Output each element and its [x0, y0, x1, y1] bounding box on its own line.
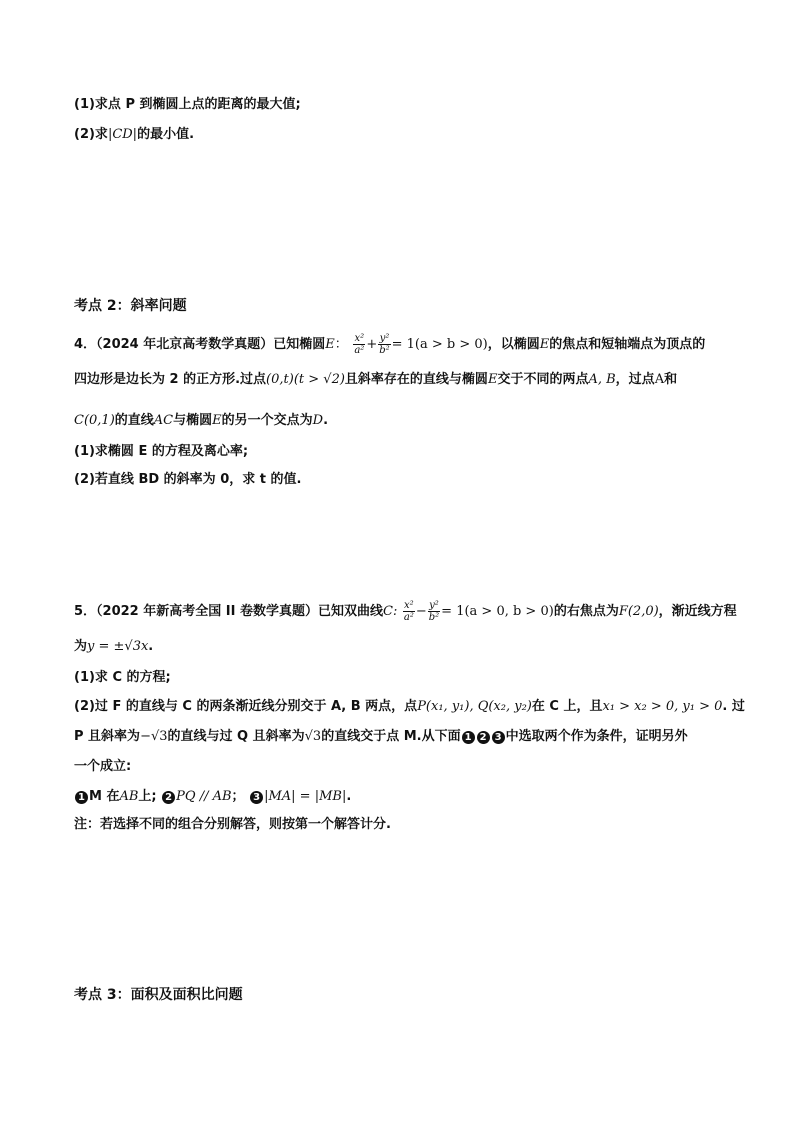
point-C: C(0,1) [74, 413, 115, 428]
p4-text: ，过点 [615, 372, 655, 387]
points-AB: A, B [588, 372, 616, 387]
option-1-math: AB [119, 789, 139, 804]
problem-4-source: （2024 年北京高考数学真题） [96, 337, 274, 352]
line-AC: AC [153, 413, 174, 428]
problem-5-source: （2022 年新高考全国 II 卷数学真题） [96, 604, 318, 619]
p4-text: 与椭圆 [173, 413, 213, 428]
point-A: A [654, 372, 665, 387]
p4-text: 和 [664, 372, 678, 387]
option-2-end: ； [231, 789, 245, 804]
prev-q2-math: |CD| [107, 127, 138, 142]
section-heading-kaodian3: 考点 3：面积及面积比问题 [74, 987, 243, 1003]
p5-text: (2)过 F 的直线与 C 的两条渐近线分别交于 A, B 两点，点 [74, 699, 418, 714]
p4-text: . [323, 413, 329, 428]
ellipse-rhs: = 1(a > b > 0) [391, 337, 488, 352]
circled-2-icon: 2 [162, 791, 175, 804]
hyperbola-frac-y: $\frac{\text{y²}}{\text{b²}}$ [428, 600, 440, 623]
p5-text: 的直线与过 Q 且斜率为 [167, 729, 305, 744]
p4-text: 且斜率存在的直线与椭圆 [344, 372, 488, 387]
problem-4-question-1: (1)求椭圆 E 的方程及离心率; [74, 444, 249, 459]
condition-t: (t > √2) [293, 372, 345, 387]
point-0t: (0,t) [266, 372, 294, 387]
option-3-end: . [346, 789, 352, 804]
option-1-text: M 在 [89, 789, 120, 804]
p4-text: 交于不同的两点 [497, 372, 589, 387]
prev-q2-pre: (2)求 [74, 127, 108, 142]
section-heading-kaodian2: 考点 2：斜率问题 [74, 298, 187, 314]
problem-5-question-2-line-2 [74, 727, 688, 747]
ellipse-name: E [325, 337, 335, 352]
circled-2-icon: 2 [477, 731, 490, 744]
p5-text: . 过 [722, 699, 745, 714]
point-D: D [312, 413, 324, 428]
circled-1-icon: 1 [75, 791, 88, 804]
prev-question-2 [74, 125, 194, 145]
p4-text: 的另一个交点为 [221, 413, 313, 428]
p5-text: . [148, 639, 154, 654]
p4-text: 四边形是边长为 2 的正方形.过点 [74, 372, 267, 387]
problem-5-number: 5． [74, 604, 97, 619]
problem-5-question-1: (1)求 C 的方程; [74, 670, 171, 685]
hyperbola-rhs: = 1(a > 0, b > 0) [441, 604, 554, 619]
prev-question-1: (1)求点 P 到椭圆上点的距离的最大值; [74, 97, 301, 112]
problem-5-line-1: 5．（2022 年新高考全国 II 卷数学真题）已知双曲线C: $\frac{\text{x²}}{\text{a²}}$ − $\frac{\text{y²}}{\text{b²}}$ = 1(a > 0, b > 0)的右焦点为F(2,0)，渐近线方程 [74, 600, 737, 623]
problem-4-line-3 [74, 411, 328, 431]
p5-text: 为 [74, 639, 88, 654]
ellipse-frac-y: $\frac{\text{y²}}{\text{b²}}$ [379, 333, 390, 356]
hyperbola-name: C: [383, 604, 398, 619]
p5-text: 已知双曲线 [317, 604, 383, 619]
asymptote-eq: y = ±√3x [87, 639, 149, 654]
ellipse-ref: E [487, 372, 498, 387]
p5-text: 的直线交于点 M.从下面 [321, 729, 461, 744]
p5-text: 中选取两个作为条件，证明另外 [505, 729, 688, 744]
prev-q2-post: 的最小值. [137, 127, 195, 142]
p5-text: 的右焦点为 [553, 604, 619, 619]
slope-sqrt3: √3 [304, 729, 322, 744]
problem-5-question-2-line-3: 一个成立: [74, 759, 132, 774]
option-3-math: |MA| = |MB| [264, 789, 347, 804]
focus-F: F(2,0) [618, 604, 659, 619]
p4-text: 的焦点和短轴端点为顶点的 [549, 337, 706, 352]
circled-3-icon: 3 [250, 791, 263, 804]
problem-5-question-2-line-1 [74, 697, 745, 717]
circled-1-icon: 1 [462, 731, 475, 744]
ellipse-ref: E [212, 413, 222, 428]
problem-4-line-2 [74, 370, 677, 390]
p4-text: ，以椭圆 [487, 337, 540, 352]
ellipse-ref: E [539, 337, 550, 352]
p5-text: P 且斜率为 [74, 729, 141, 744]
problem-4-number: 4． [74, 337, 97, 352]
p4-text: 的直线 [114, 413, 154, 428]
points-PQ: P(x₁, y₁), Q(x₂, y₂) [417, 699, 532, 714]
condition-x: x₁ > x₂ > 0, y₁ > 0 [602, 699, 723, 714]
problem-5-note: 注：若选择不同的组合分别解答，则按第一个解答计分. [74, 817, 391, 832]
p5-text: ，渐近线方程 [658, 604, 737, 619]
hyperbola-frac-x: $\frac{\text{x²}}{\text{a²}}$ [403, 600, 414, 623]
problem-4-line-1: 4．（2024 年北京高考数学真题）已知椭圆E： $\frac{\text{x²}}{\text{a²}}$ + $\frac{\text{y²}}{\text{b²}}$ = 1(a > b > 0)，以椭圆E的焦点和短轴端点为顶点的 [74, 333, 706, 356]
p4-text: 已知椭圆 [273, 337, 326, 352]
p5-text: 在 C 上，且 [531, 699, 603, 714]
option-1-end: 上; [138, 789, 157, 804]
option-2-math: PQ // AB [176, 789, 232, 804]
ellipse-frac-x: $\frac{\text{x²}}{\text{a²}}$ [354, 333, 365, 356]
problem-5-options [74, 787, 351, 807]
slope-neg-sqrt3: −√3 [140, 729, 168, 744]
circled-3-icon: 3 [492, 731, 505, 744]
problem-4-question-2: (2)若直线 BD 的斜率为 0，求 t 的值. [74, 472, 302, 487]
problem-5-line-2 [74, 637, 153, 657]
